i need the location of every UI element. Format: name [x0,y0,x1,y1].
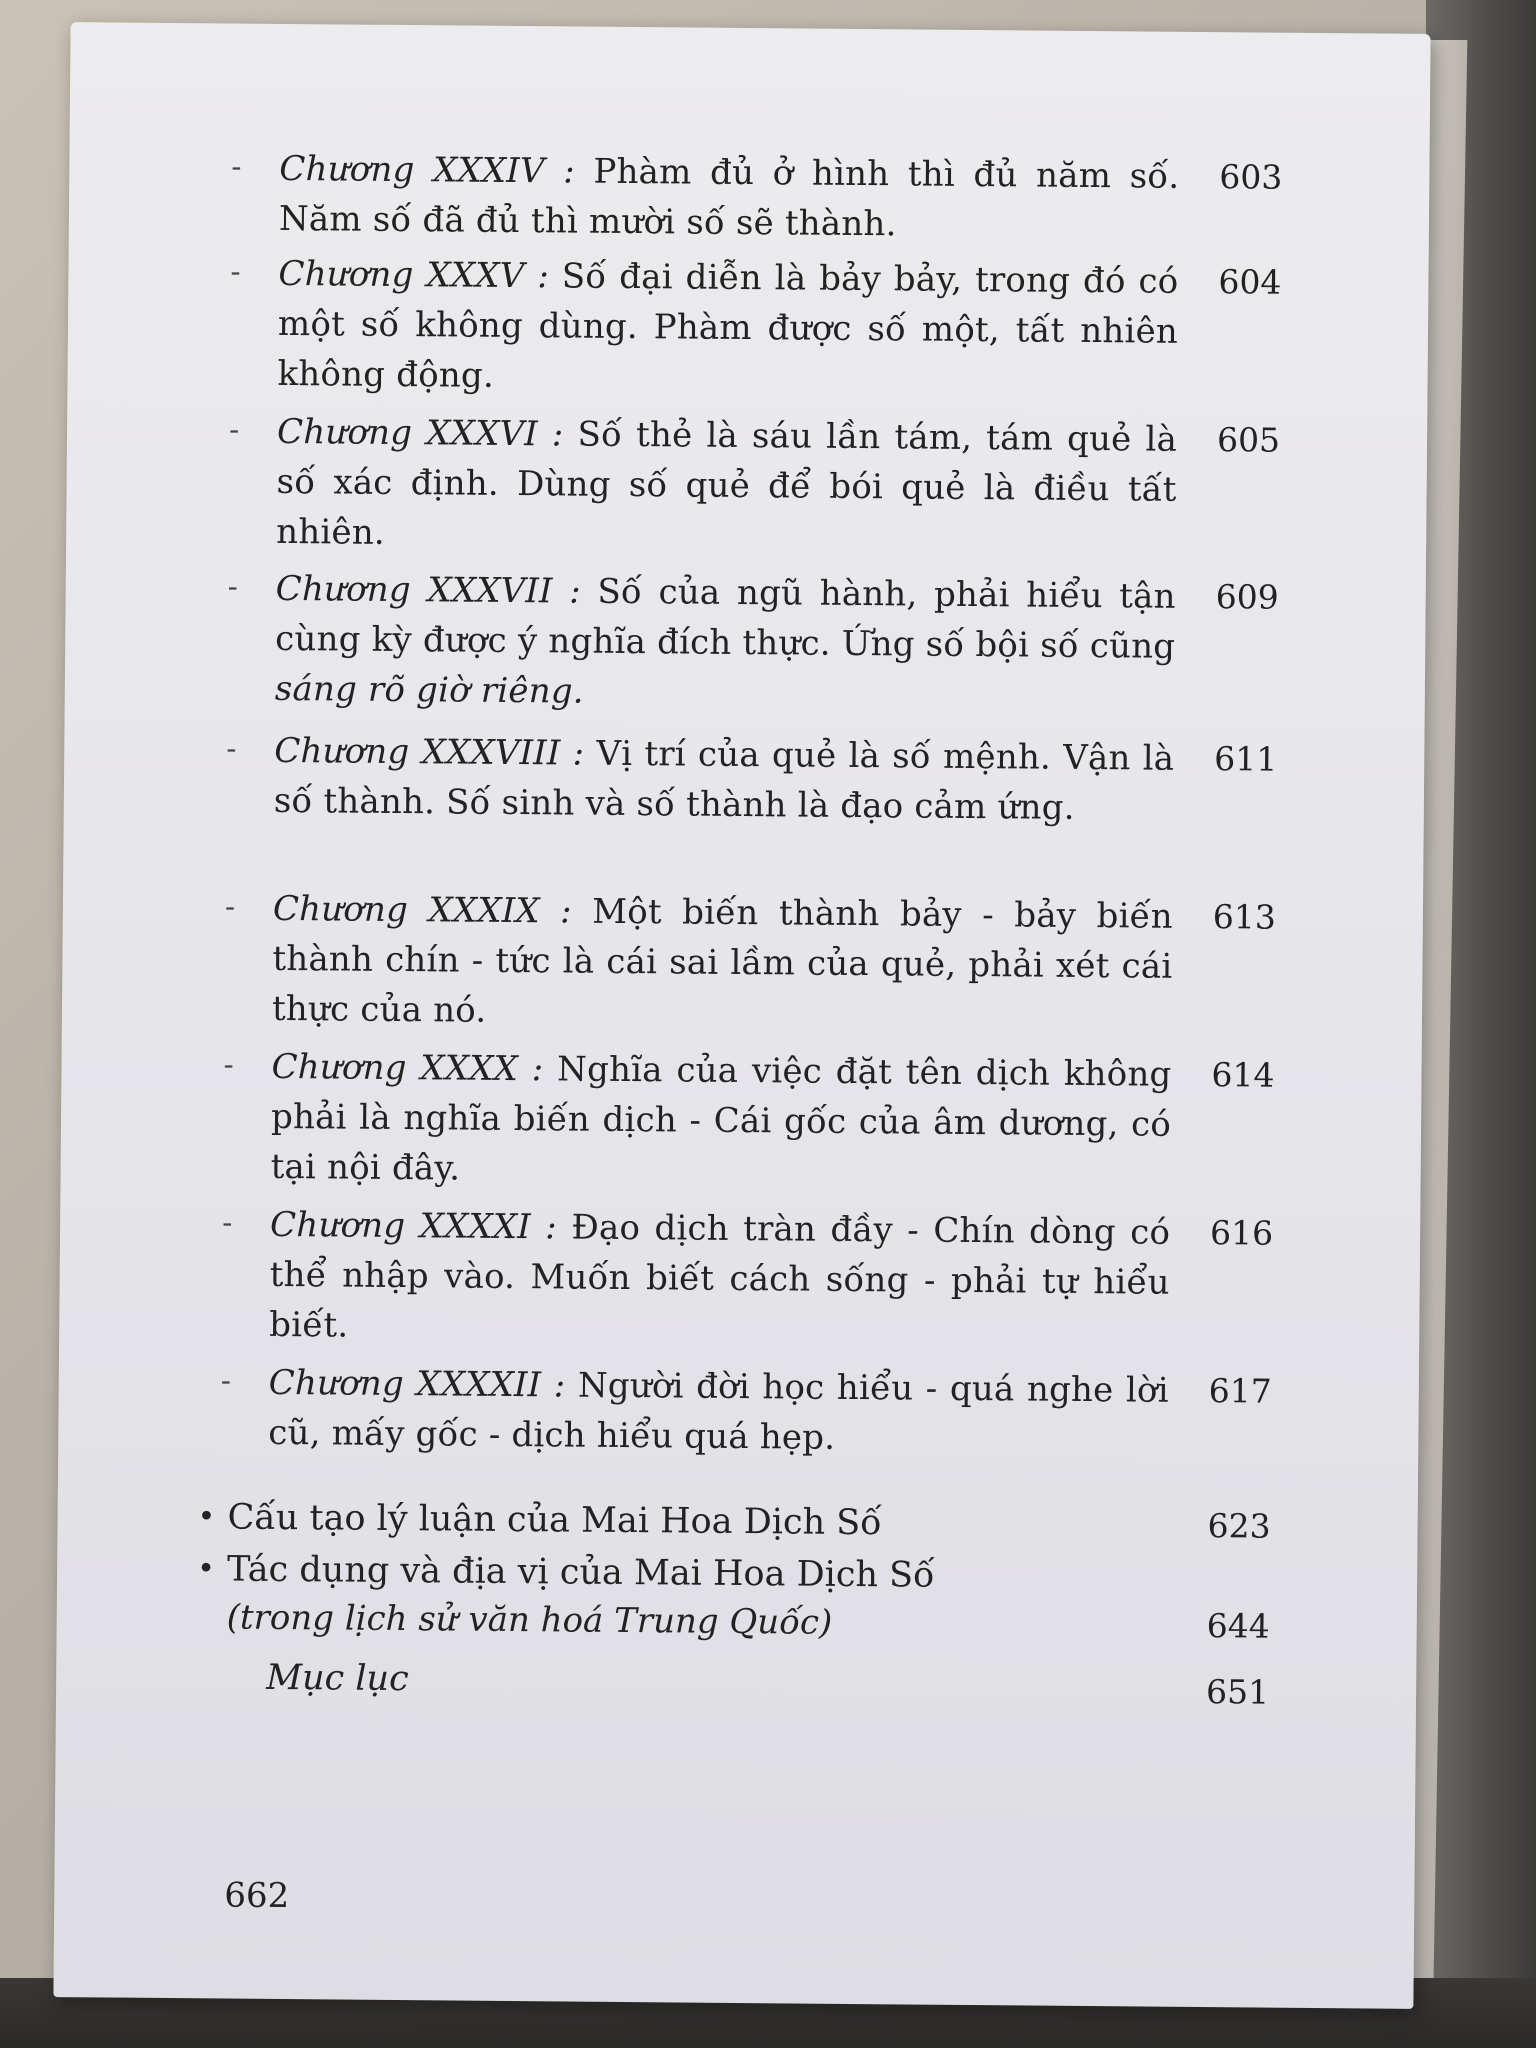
toc-entry [220,1358,1349,1467]
chapter-label: Chương XXXVII : [275,568,582,612]
entry-page-number: 613 [1212,897,1277,937]
entry-page-number: 611 [1214,739,1278,779]
chapter-title: Vị trí của quẻ là số mệnh. Vận là số thành. Số sinh và số thành là đạo cảm ứng. [273,733,1175,828]
entry-text [276,407,1177,565]
toc-entry [224,884,1353,1043]
section-page-number: 651 [1205,1672,1270,1712]
entry-page-number: 617 [1208,1371,1272,1411]
chapter-label: Chương XXXX : [271,1046,544,1090]
entry-page-number: 605 [1216,420,1281,460]
section-title: Tác dụng và địa vị của Mai Hoa Dịch Số [226,1549,935,1596]
chapter-title: Phàm đủ ở hình thì đủ năm số. Năm số đã đủ thì mười số sẽ thành. [278,151,1180,245]
toc-section [266,1654,1386,1712]
entry-dash: - [223,1047,234,1083]
section-page-number: 623 [1207,1506,1271,1546]
entry-text [274,726,1175,834]
entry-text [279,144,1180,252]
chapter-title: Số của ngũ hành, phải hiểu tận cùng kỳ được ý nghĩa đích thực. Ứng số bội số cũng [275,571,1176,667]
entry-dash: - [231,149,242,185]
toc-entry [222,1200,1350,1359]
entry-page-number: 616 [1209,1213,1274,1253]
entry-text [275,564,1176,722]
entry-dash: - [224,889,236,925]
section-page-number: 644 [1206,1606,1270,1646]
chapter-label: Chương XXXIX : [272,888,572,932]
chapter-label: Chương XXXVIII : [274,730,585,774]
toc-entry [223,1042,1351,1201]
section-title: Cấu tạo lý luận của Mai Hoa Dịch Số [227,1497,882,1544]
entry-dash: - [226,731,237,767]
entry-dash: - [230,254,241,290]
toc-entry [226,726,1355,835]
toc-entry [227,564,1356,723]
entry-text [277,249,1178,407]
chapter-title-italic: sáng rõ giờ riêng. [274,668,584,712]
entry-page-number: 609 [1215,577,1279,617]
section-title: Mục lục [266,1657,409,1700]
footer-page-number: 662 [224,1875,290,1917]
chapter-title: Nghĩa của việc đặt tên dịch không phải là nghĩa biến dịch - Cái gốc của âm dương, có tại nội đây. [270,1049,1172,1189]
chapter-label: Chương XXXXII : [268,1362,566,1406]
entry-dash: - [220,1363,232,1399]
book-page [53,22,1430,2009]
chapter-label: Chương XXXVI : [276,411,564,455]
chapter-label: Chương XXXXI : [269,1204,558,1248]
entry-dash: - [222,1205,233,1241]
entry-text [268,1358,1169,1466]
entry-page-number: 603 [1219,157,1283,197]
entry-text [269,1200,1170,1358]
chapter-label: Chương XXXV : [278,253,550,297]
chapter-title: Đạo dịch tràn đầy - Chín dòng có thể nhập vào. Muốn biết cách sống - phải tự hiểu biết. [269,1207,1171,1346]
chapter-title: Một biến thành bảy - bảy biến thành chín - tức là cái sai lầm của quẻ, phải xét cái thực của nó. [271,891,1174,1031]
toc-section [197,1494,1347,1552]
toc-entry [231,144,1360,253]
chapter-label: Chương XXXIV : [279,148,576,192]
entry-page-number: 614 [1211,1055,1275,1095]
entry-dash: - [228,412,240,448]
toc-section [196,1546,1348,1652]
table-of-contents [53,22,1430,2009]
entry-text [270,1042,1171,1200]
chapter-title: Số thẻ là sáu lần tám, tám quẻ là số xác định. Dùng số quẻ để bói quẻ là điều tất nhiên. [276,414,1178,553]
entry-text [272,884,1173,1042]
section-subtitle: (trong lịch sử văn hoá Trung Quốc) [226,1597,833,1643]
entry-page-number: 604 [1218,262,1282,302]
chapter-title: Người đời học hiểu - quá nghe lời cũ, mấy gốc - dịch hiểu quá hẹp. [268,1365,1169,1458]
entry-dash: - [227,569,239,605]
bullet-icon: • [197,1499,216,1535]
toc-entry [228,407,1357,566]
bullet-icon: • [196,1551,216,1587]
toc-entry [230,249,1358,408]
chapter-title: Số đại diễn là bảy bảy, trong đó có một số không dùng. Phàm được số một, tất nhiên không động. [277,256,1179,396]
